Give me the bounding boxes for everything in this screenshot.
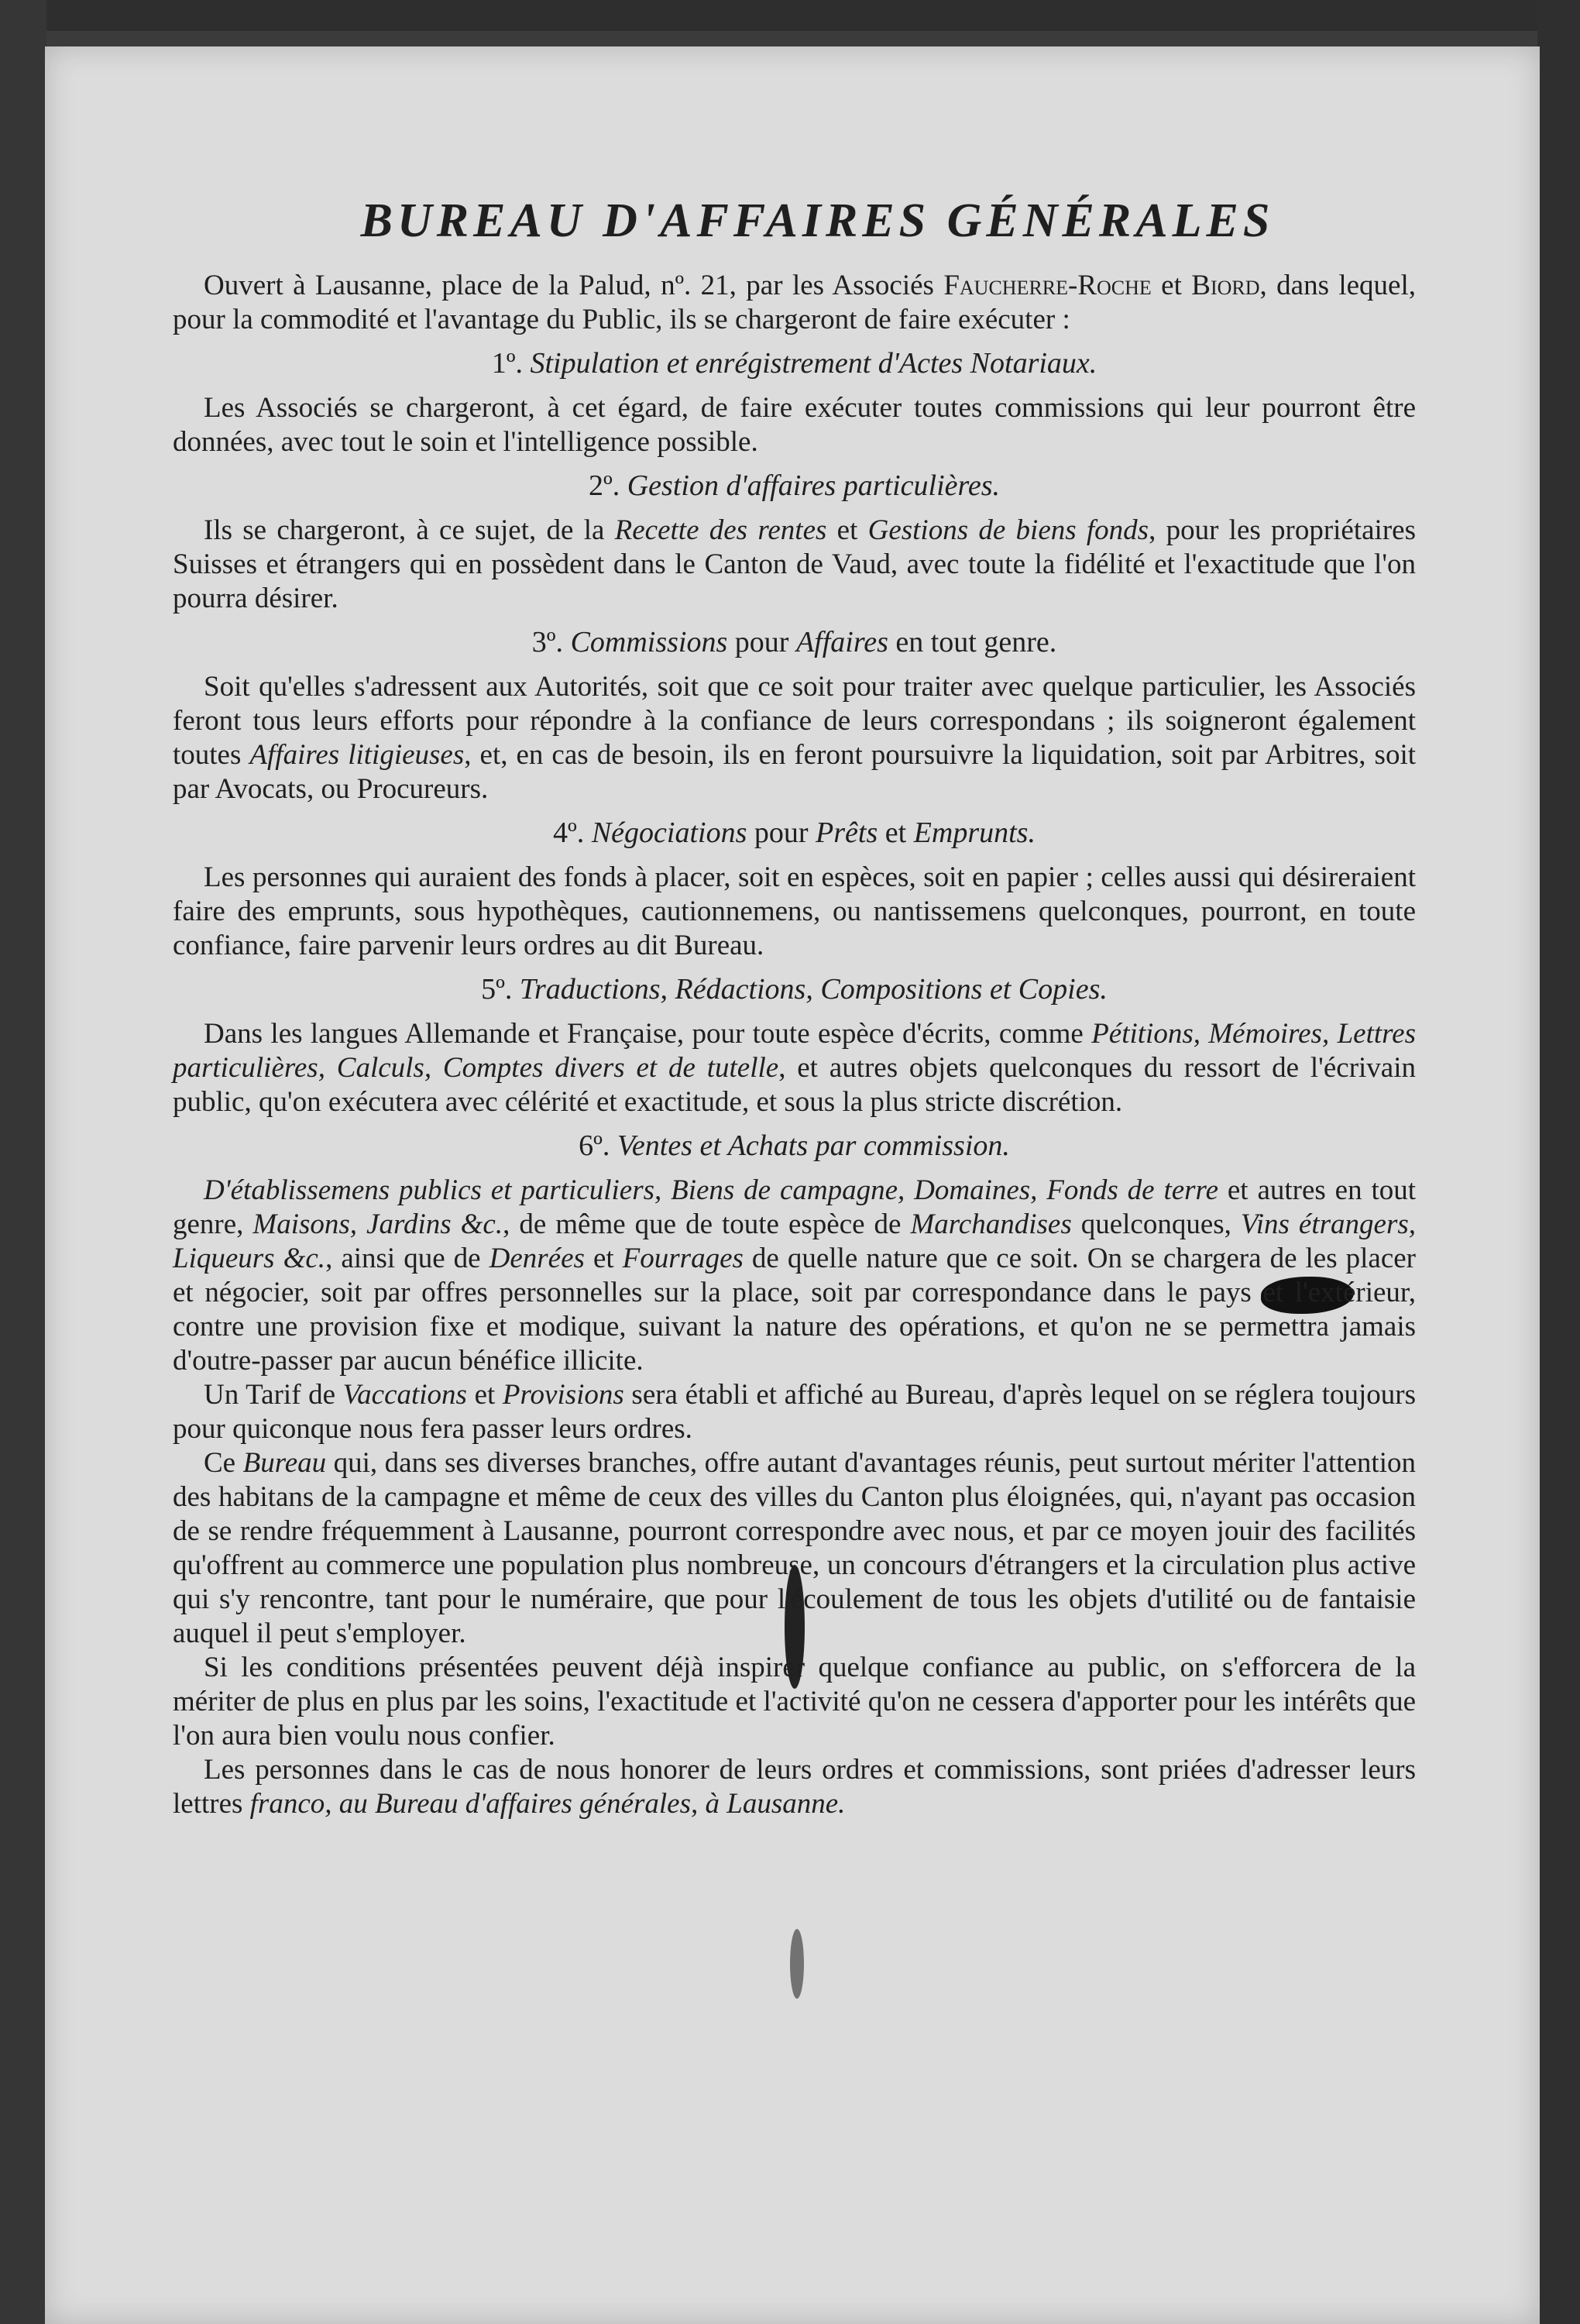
section-number: 5º. (481, 973, 513, 1006)
body-emphasis: Maisons, Jardins &c. (252, 1208, 503, 1240)
section-1-heading (173, 345, 1416, 382)
section-6-body (173, 1174, 1416, 1378)
section-2-body (173, 514, 1416, 616)
document-body (173, 194, 1416, 1821)
body-emphasis: Affaires litigieuses (249, 739, 465, 771)
body-emphasis: Fourrages (622, 1243, 744, 1274)
body-emphasis: D'établissemens publics et particuliers, Biens de campagne, Domaines, Fonds de terre (204, 1174, 1219, 1206)
body-text: Les personnes dans le cas de nous honorer de leurs ordres et commissions, sont priées d'adresser leurs lettres (173, 1754, 1416, 1820)
section-3-body (173, 670, 1416, 806)
body-emphasis: Bureau (242, 1447, 327, 1479)
section-number: 4º. (553, 816, 585, 849)
body-text: de quelle nature que ce soit. On se chargera de les placer et négocier, soit par offres personnelles sur la place, soit par correspondance dans le pays et l'extérieur, contre une provision fixe et modique, suivant la nature des opérations, et qu'on ne se permettra jamais d'outre-passer par aucun bénéfice illicite. (173, 1243, 1416, 1377)
body-text: Ce (204, 1447, 243, 1479)
section-title-text: en tout genre. (888, 626, 1057, 658)
section-title-emphasis: Commissions (570, 626, 728, 658)
closing-paragraph-address (173, 1753, 1416, 1821)
section-4-heading (173, 814, 1416, 851)
body-emphasis: Provisions (502, 1379, 624, 1411)
body-emphasis: Denrées (489, 1243, 585, 1274)
body-text: , de même que de toute espèce de (503, 1208, 911, 1240)
intro-text-mid: et (1151, 270, 1192, 301)
intro-text-pre: Ouvert à Lausanne, place de la Palud, nº. 21, par les Associés (204, 270, 944, 301)
scan-border-right (1537, 0, 1580, 2324)
section-number: 2º. (588, 469, 620, 502)
section-title-emphasis: Prêts (816, 816, 878, 849)
section-1-body: Les Associés se chargeront, à cet égard, de faire exécuter toutes commissions qui leur pourront être données, avec tout le soin et l'intelligence possible. (173, 392, 1416, 458)
paper-sheet (45, 46, 1540, 2324)
body-emphasis: Recette des rentes (614, 514, 827, 546)
section-title-emphasis: Emprunts. (913, 816, 1036, 849)
section-3-heading (173, 624, 1416, 661)
body-emphasis: Vins étrangers, Liqueurs &c. (173, 1208, 1416, 1274)
body-text: et (584, 1243, 623, 1274)
document-title: BUREAU D'AFFAIRES GÉNÉRALES (360, 194, 1275, 247)
section-5-heading (173, 971, 1416, 1008)
section-6-heading (173, 1127, 1416, 1164)
closing-paragraph-tarif (173, 1378, 1416, 1446)
closing-paragraph-bureau (173, 1446, 1416, 1651)
associate-name-1: Faucherre-Roche (943, 270, 1152, 301)
body-text: , et autres objets quelconques du ressort de l'écrivain public, qu'on exécutera avec célérité et exactitude, et sous la plus stricte discrétion. (173, 1052, 1416, 1118)
scan-border-top (0, 0, 1580, 31)
section-title-text: et (878, 816, 914, 849)
body-text: et (466, 1379, 503, 1411)
body-text: Un Tarif de (204, 1379, 343, 1411)
ink-stain-faint (790, 1929, 804, 1999)
body-text: Ils se chargeront, à ce sujet, de la (204, 514, 615, 546)
section-number: 6º. (579, 1129, 610, 1162)
associate-name-2: Biord (1191, 270, 1260, 301)
section-4-body: Les personnes qui auraient des fonds à placer, soit en espèces, soit en papier ; celles aussi qui désireraient faire des emprunts, sous hypothèques, cautionnemens, ou nantissemens quelconques, pourront, en toute confiance, faire parvenir leurs ordres au dit Bureau. (173, 861, 1416, 961)
body-text: , pour les propriétaires Suisses et étrangers qui en possèdent dans le Canton de Vaud, avec toute la fidélité et l'exactitude que l'on pourra désirer. (173, 514, 1416, 614)
body-emphasis: Gestions de biens fonds (867, 514, 1149, 546)
body-emphasis: Vaccations (342, 1379, 467, 1411)
body-text: qui, dans ses diverses branches, offre autant d'avantages réunis, peut surtout mériter l'attention des habitans de la campagne et même de ceux des villes du Canton plus éloignées, qui, n'ayant pas occasion de se rendre fréquemment à Lausanne, pourront correspondre avec nous, et par ce moyen jouir des facilités qu'offrent au commerce une population plus nombreuse, un concours d'étrangers et la circulation plus active qui s'y rencontre, tant pour le numéraire, que pour l'écoulement de tous les objets d'utilité ou de fantaisie auquel il peut s'employer. (173, 1447, 1416, 1649)
body-text: sera établi et affiché au Bureau, d'après lequel on se réglera toujours pour quiconque nous fera passer leurs ordres. (173, 1379, 1416, 1445)
section-5-body (173, 1017, 1416, 1119)
body-text: Dans les langues Allemande et Française, pour toute espèce d'écrits, comme (204, 1018, 1092, 1050)
section-title-emphasis: Affaires (795, 626, 888, 658)
body-emphasis: franco, au Bureau d'affaires générales, à Lausanne. (249, 1788, 846, 1820)
section-title-emphasis: Négociations (591, 816, 747, 849)
section-number: 3º. (531, 626, 564, 658)
section-title-text: pour (747, 816, 816, 849)
section-title: Gestion d'affaires particulières. (627, 469, 1001, 502)
section-title: Stipulation et enrégistrement d'Actes Notariaux. (530, 347, 1097, 380)
body-text: , ainsi que de (325, 1243, 489, 1274)
body-text: et (826, 514, 868, 546)
section-number: 1º. (491, 347, 523, 380)
body-emphasis: Marchandises (910, 1208, 1072, 1240)
body-text: quelconques, (1071, 1208, 1241, 1240)
intro-paragraph (173, 269, 1416, 337)
section-title: Ventes et Achats par commission. (617, 1129, 1010, 1162)
section-2-heading (173, 467, 1416, 504)
section-title-text: pour (727, 626, 796, 658)
scan-border-left (0, 0, 46, 2324)
body-text: , et, en cas de besoin, ils en feront poursuivre la liquidation, soit par Arbitres, soit par Avocats, ou Procureurs. (173, 739, 1416, 805)
closing-paragraph-conditions: Si les conditions présentées peuvent déjà inspirer quelque confiance au public, on s'efforcera de la mériter de plus en plus par les soins, l'exactitude et l'activité qu'on ne cessera d'apporter pour les intérêts que l'on aura bien voulu nous confier. (173, 1652, 1416, 1752)
intro-text-post: , dans lequel, pour la commodité et l'avantage du Public, ils se chargeront de faire exécuter : (173, 270, 1417, 335)
body-emphasis: Pétitions, Mémoires, Lettres particulières, Calculs, Comptes divers et de tutelle (173, 1018, 1416, 1084)
body-text: et autres en tout genre, (173, 1174, 1417, 1240)
body-text: Soit qu'elles s'adressent aux Autorités, soit que ce soit pour traiter avec quelque particulier, les Associés feront tous leurs efforts pour répondre à la confiance de leurs correspondans ; ils soigneront également toutes (173, 671, 1416, 771)
section-title: Traductions, Rédactions, Compositions et Copies. (519, 973, 1108, 1006)
